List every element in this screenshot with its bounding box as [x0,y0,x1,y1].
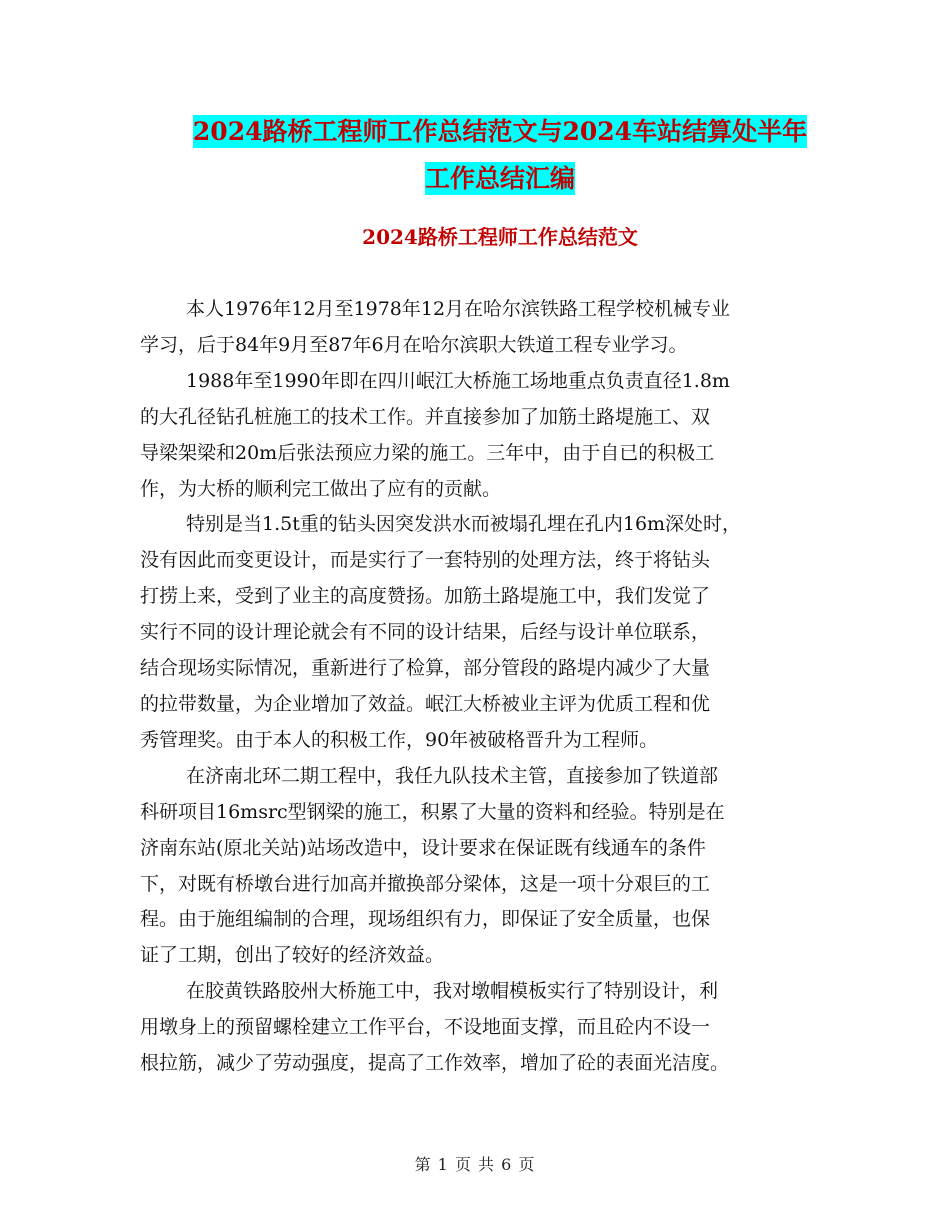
body-line: 在济南北环二期工程中，我任九队技术主管，直接参加了铁道部 [186,764,719,787]
body-line: 没有因此而变更设计，而是实行了一套特别的处理方法，终于将钻头 [140,549,711,572]
body-line: 科研项目16msrc型钢梁的施工，积累了大量的资料和经验。特别是在 [140,800,725,823]
document-body [140,292,810,1082]
body-line: 根拉筋，减少了劳动强度，提高了工作效率，增加了砼的表面光洁度。 [140,1052,730,1075]
document-title [140,108,860,202]
section-title: 2024路桥工程师工作总结范文 [362,225,638,249]
body-line: 用墩身上的预留螺栓建立工作平台，不设地面支撑，而且砼内不设一 [140,1016,711,1039]
body-line: 打捞上来，受到了业主的高度赞扬。加筋土路堤施工中，我们发觉了 [140,585,711,608]
body-line: 的大孔径钻孔桩施工的技术工作。并直接参加了加筋土路堤施工、双 [140,405,711,428]
body-line: 结合现场实际情况，重新进行了检算，部分管段的路堤内减少了大量 [140,657,711,680]
body-line: 下，对既有桥墩台进行加高并撤换部分梁体，这是一项十分艰巨的工 [140,872,711,895]
body-line: 作，为大桥的顺利完工做出了应有的贡献。 [140,477,502,500]
document-title-line-1: 2024路桥工程师工作总结范文与2024车站结算处半年 [192,117,808,146]
body-line: 学习，后于84年9月至87年6月在哈尔滨职大铁道工程专业学习。 [140,333,688,356]
body-line: 1988年至1990年即在四川岷江大桥施工场地重点负责直径1.8m [186,369,730,392]
body-line: 在胶黄铁路胶州大桥施工中，我对墩帽模板实行了特别设计，利 [186,980,719,1003]
body-line: 程。由于施组编制的合理，现场组织有力，即保证了安全质量，也保 [140,908,711,931]
body-line: 实行不同的设计理论就会有不同的设计结果，后经与设计单位联系， [140,621,711,644]
body-line: 导梁架梁和20m后张法预应力梁的施工。三年中，由于自已的积极工 [140,441,715,464]
page-footer: 第 1 页 共 6 页 [414,1155,536,1174]
body-line: 的拉带数量，为企业增加了效益。岷江大桥被业主评为优质工程和优 [140,692,711,715]
body-line: 秀管理奖。由于本人的积极工作，90年被破格晋升为工程师。 [140,728,659,751]
body-line: 本人1976年12月至1978年12月在哈尔滨铁路工程学校机械专业 [186,298,731,320]
body-line: 证了工期，创出了较好的经济效益。 [140,944,445,967]
body-line: 特别是当1.5t重的钻头因突发洪水而被塌孔埋在孔内16m深处时， [186,513,742,536]
body-line: 济南东站(原北关站)站场改造中，设计要求在保证既有线通车的条件 [140,836,706,859]
document-title-line-2: 工作总结汇编 [424,164,575,193]
